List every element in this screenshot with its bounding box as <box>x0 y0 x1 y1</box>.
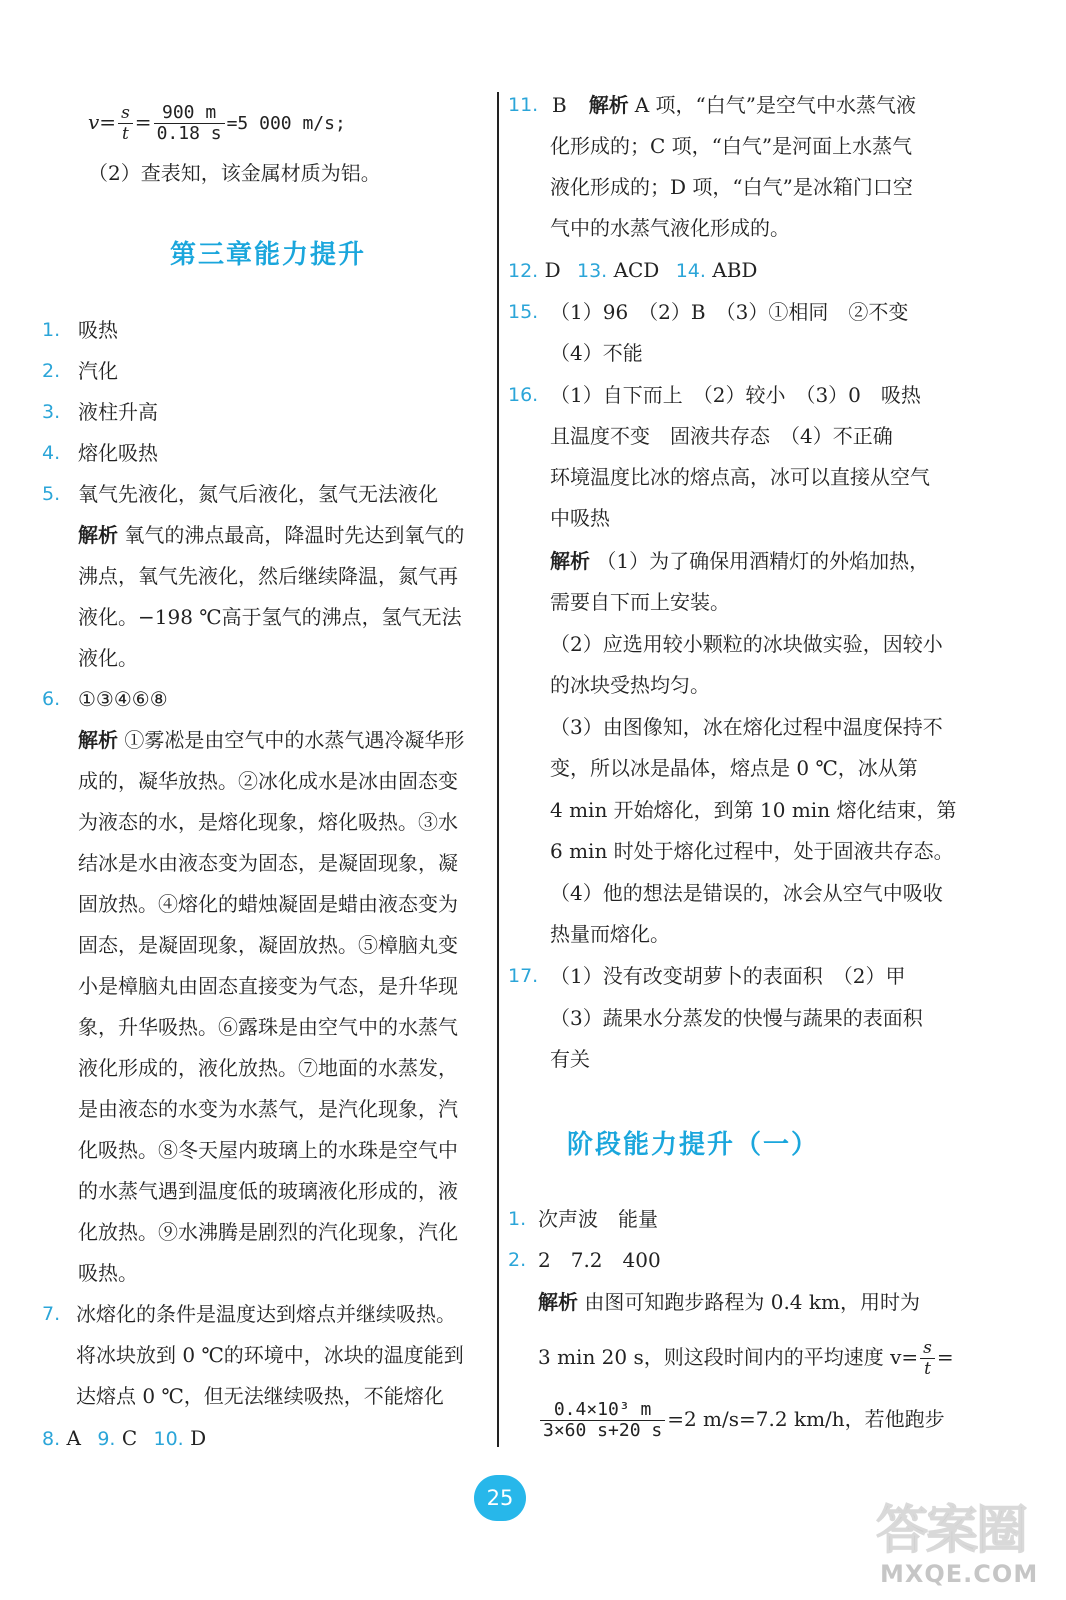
answer-line: 达熔点 0 ℃，但无法继续吸热，不能熔化 <box>76 1384 444 1408</box>
answer-line: 将冰块放到 0 ℃的环境中，冰块的温度能到 <box>76 1343 464 1367</box>
answer-item-5: 5. 氧气先液化，氮气后液化，氢气无法液化 <box>42 482 438 506</box>
answer-item-6: 6. ①③④⑥⑧ <box>42 687 168 711</box>
analysis-line: 解析 氧气的沸点最高，降温时先达到氧气的 <box>78 523 465 547</box>
analysis-line: 为液态的水，是熔化现象，熔化吸热。③水 <box>78 810 458 834</box>
analysis-line: 固态，是凝固现象，凝固放热。⑤樟脑丸变 <box>78 933 458 957</box>
analysis-line: 固放热。④熔化的蜡烛凝固是蜡由液态变为 <box>78 892 458 916</box>
analysis-label: 解析 <box>78 523 118 547</box>
answer-line: 中吸热 <box>550 506 610 530</box>
analysis-line: 变，所以冰是晶体，熔点是 0 ℃，冰从第 <box>550 756 918 780</box>
analysis-line: 吸热。 <box>78 1261 138 1285</box>
answer-items-12-14: 12. D 13. ACD 14. ABD <box>508 258 758 282</box>
answer-line: （4）不能 <box>550 341 643 365</box>
analysis-line: 化吸热。⑧冬天屋内玻璃上的水珠是空气中 <box>78 1138 458 1162</box>
analysis-label: 解析 <box>550 549 590 573</box>
watermark-logo <box>872 1488 1040 1593</box>
analysis-line: 气中的水蒸气液化形成的。 <box>550 216 790 240</box>
answer-item-4: 4. 熔化吸热 <box>42 441 158 465</box>
answer-item-1: 1. 吸热 <box>42 318 118 342</box>
analysis-line: 是由液态的水变为水蒸气，是汽化现象，汽 <box>78 1097 458 1121</box>
analysis-line: 液化形成的；D 项，“白气”是冰箱门口空 <box>550 175 913 199</box>
analysis-line: 解析 ①雾凇是由空气中的水蒸气遇冷凝华形 <box>78 728 465 752</box>
answer-item-15: 15. （1）96 （2）B （3）①相同 ②不变 <box>508 300 909 324</box>
answer-items-8-10: 8. A 9. C 10. D <box>42 1426 207 1450</box>
analysis-line: （3）由图像知，冰在熔化过程中温度保持不 <box>550 715 943 739</box>
answer-item-3: 3. 液柱升高 <box>42 400 158 424</box>
stage-answer-item-1: 1. 次声波 能量 <box>508 1207 658 1231</box>
answer-line: （3）蔬果水分蒸发的快慢与蔬果的表面积 <box>550 1006 923 1030</box>
analysis-line: 液化。 <box>78 646 138 670</box>
analysis-line: 化放热。⑨水沸腾是剧烈的汽化现象，汽化 <box>78 1220 458 1244</box>
answer-line: 环境温度比冰的熔点高，冰可以直接从空气 <box>550 465 930 489</box>
analysis-line: 成的，凝华放热。②冰化成水是冰由固态变 <box>78 769 458 793</box>
analysis-line: 小是樟脑丸由固态直接变为气态，是升华现 <box>78 974 458 998</box>
analysis-line: 解析 由图可知跑步路程为 0.4 km，用时为 <box>538 1290 920 1314</box>
answer-line: （2）查表知，该金属材质为铝。 <box>88 161 381 185</box>
analysis-line: 液化。−198 ℃高于氢气的沸点，氢气无法 <box>78 605 462 629</box>
answer-item-17: 17. （1）没有改变胡萝卜的表面积 （2）甲 <box>508 964 906 988</box>
analysis-line: 结冰是水由液态变为固态，是凝固现象，凝 <box>78 851 458 875</box>
stage-answer-item-2: 2. 2 7.2 400 <box>508 1248 661 1272</box>
answer-line: 有关 <box>550 1047 590 1071</box>
analysis-line: 热量而熔化。 <box>550 922 670 946</box>
answer-item-11: 11. B 解析 A 项，“白气”是空气中水蒸气液 <box>508 93 916 117</box>
analysis-line: 的水蒸气遇到温度低的玻璃液化形成的，液 <box>78 1179 458 1203</box>
analysis-label: 解析 <box>78 728 118 752</box>
analysis-label: 解析 <box>588 93 629 117</box>
watermark-logo-text: 答案圈 <box>876 1501 1027 1561</box>
answer-item-2: 2. 汽化 <box>42 359 118 383</box>
fraction-s-over-t: $\frac{s}{t}$ <box>118 103 133 144</box>
analysis-line: 化形成的；C 项，“白气”是河面上水蒸气 <box>550 134 913 158</box>
analysis-line: 4 min 开始熔化，到第 10 min 熔化结束，第 <box>550 798 957 822</box>
watermark-site: MXQE.COM <box>880 1560 1039 1588</box>
answer-item-16: 16. （1）自下而上 （2）较小 （3）0 吸热 <box>508 383 921 407</box>
analysis-line: 沸点，氧气先液化，然后继续降温，氮气再 <box>78 564 458 588</box>
analysis-line: 的冰块受热均匀。 <box>550 673 710 697</box>
fraction-distance-over-time: $\frac{\text{0.4×10³ m}}{3\times 60 s+20 s}$ <box>540 1400 665 1441</box>
analysis-line: 解析 （1）为了确保用酒精灯的外焰加热， <box>550 549 930 573</box>
analysis-line: （4）他的想法是错误的，冰会从空气中吸收 <box>550 881 943 905</box>
analysis-line: （2）应选用较小颗粒的冰块做实验，因较小 <box>550 632 943 656</box>
answer-item-7: 7. 冰熔化的条件是温度达到熔点并继续吸热。 <box>42 1302 456 1326</box>
analysis-line: 象，升华吸热。⑥露珠是由空气中的水蒸气 <box>78 1015 458 1039</box>
analysis-line: 液化形成的，液化放热。⑦地面的水蒸发， <box>78 1056 458 1080</box>
analysis-line: 3 min 20 s，则这段时间内的平均速度 v= $\frac{s}{t}$ = <box>538 1338 954 1379</box>
analysis-line: 需要自下而上安装。 <box>550 590 730 614</box>
section-heading-chapter3: 第三章能力提升 <box>169 240 366 270</box>
answer-line: 且温度不变 固液共存态 （4）不正确 <box>550 424 893 448</box>
analysis-line: 6 min 时处于熔化过程中，处于固液共存态。 <box>550 839 954 863</box>
speed-calculation: $\frac{\text{0.4×10³ m}}{3\times 60 s+20 s}$ =2 m/s=7.2 km/h，若他跑步 <box>538 1400 945 1441</box>
formula-v: v= <box>88 110 117 134</box>
section-heading-stage1: 阶段能力提升（一） <box>566 1130 819 1160</box>
fraction-900-over-018: $\frac{900 m}{0.18 s}$ <box>154 103 225 144</box>
page-number-badge: 25 <box>474 1475 526 1521</box>
analysis-label: 解析 <box>538 1290 578 1314</box>
velocity-formula: v= $\frac{s}{t}$ = $\frac{900 m}{0.18 s}$ =5 000 m/s; <box>88 102 346 144</box>
fraction-s-over-t: $\frac{s}{t}$ <box>920 1338 935 1379</box>
column-divider <box>497 92 499 1447</box>
